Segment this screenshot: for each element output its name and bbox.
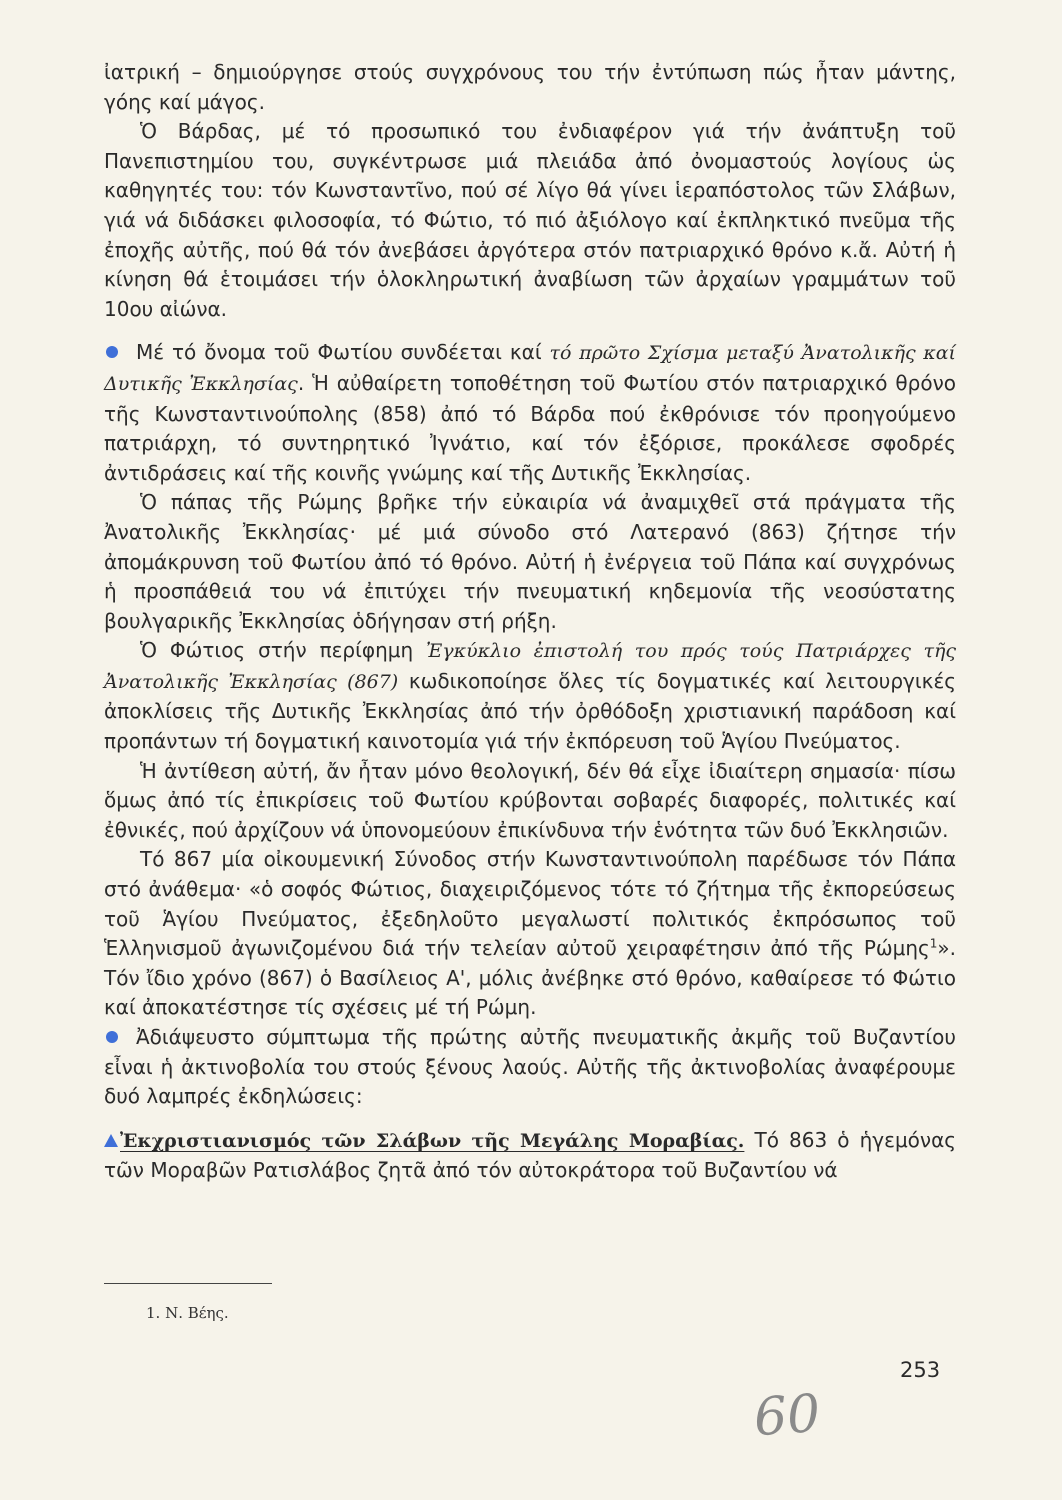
footnote-divider [104,1283,272,1284]
bullet-dot-icon [106,1031,118,1043]
paragraph-bullet [104,338,956,488]
bullet-dot-icon [106,346,118,358]
paragraph [104,636,956,756]
footnote-marker: 1 [929,936,938,951]
text-span: Ἀδιάψευστο σύμπτωμα τῆς πρώτης αὐτῆς πνευματικῆς ἀκμῆς τοῦ Βυζαντίου εἶναι ἡ ἀκτινοβολία του στούς ξένους λαούς. Αὐτῆς τῆς ἀκτινοβολίας ἀναφέρουμε δυό λαμπρές ἐκδηλώσεις: [104,1025,956,1109]
paragraph-bullet [104,1023,956,1112]
text-span: κωδικοποίησε ὅλες τίς δογματικές καί λειτουργικές ἀποκλίσεις τῆς Δυτικῆς Ἐκκλησίας ἀπό τήν ὀρθόδοξη χριστιανική παράδοση καί προπάντων τή δογματική καινοτομία γιά τήν ἐκπόρευση τοῦ Ἁγίου Πνεύματος. [104,668,956,754]
section-heading: Ἐκχριστιανισμός τῶν Σλάβων τῆς Μεγάλης Μοραβίας. [120,1129,745,1152]
triangle-marker-icon [104,1134,118,1147]
paragraph: Ὁ πάπας τῆς Ρώμης βρῆκε τήν εὐκαιρία νά ἀναμιχθεῖ στά πράγματα τῆς Ἀνατολικῆς Ἐκκλησίας· μέ μιά σύνοδο στό Λατερανό (863) ζήτησε τήν ἀπομάκρυνση τοῦ Φωτίου ἀπό τό θρόνο. Αὐτή ἡ ἐνέργεια τοῦ Πάπα καί συγχρόνως ἡ προσπάθειά του νά ἐπιτύχει τήν πνευματική κηδεμονία τῆς νεοσύστατης βουλγαρικῆς Ἐκκλησίας ὁδήγησαν στή ρήξη. [104,490,956,633]
paragraph: ἰατρική – δημιούργησε στούς συγχρόνους του τήν ἐντύπωση πώς ἦταν μάντης, γόης καί μάγος. [104,60,956,114]
footnote: 1. Ν. Βέης. [146,1304,229,1322]
emphasis-span: τό πρῶτο Σχίσμα μεταξύ Ἀνατολικῆς καί Δυτικῆς Ἐκκλησίας [104,342,956,395]
body-text [104,58,956,1186]
text-span: ». Τόν ἴδιο χρόνο (867) ὁ Βασίλειος Α', μόλις ἀνέβηκε στό θρόνο, καθαίρεσε τό Φώτιο καί ἀποκατέστησε τίς σχέσεις μέ τή Ρώμη. [104,936,956,1020]
text-span: Τό 863 ὁ ἡγεμόνας τῶν Μοραβῶν Ρατισλάβος ζητᾶ ἀπό τόν αὐτοκράτορα τοῦ Βυζαντίου νά [104,1127,956,1183]
text-span: Τό 867 μία οἰκουμενική Σύνοδος στήν Κωνσταντινούπολη παρέδωσε τόν Πάπα στό ἀνάθεμα· «ὁ σοφός Φώτιος, διαχειριζόμενος τότε τό ζήτημα τῆς ἐκπορεύσεως τοῦ Ἁγίου Πνεύματος, ἐξεδηλοῦτο μεγαλωστί πολιτικός ἐκπρόσωπος τοῦ Ἑλληνισμοῦ ἀγωνιζομένου διά τήν τελείαν αὐτοῦ χειραφέτησιν ἀπό τῆς Ρώμης [104,847,956,961]
text-span: . Ἡ αὐθαίρετη τοποθέτηση τοῦ Φωτίου στόν πατριαρχικό θρόνο τῆς Κωνσταντινούπολης (858) ἀπό τό Βάρδα πού ἐκθρόνισε τόν προηγούμενο πατριάρχη, τό συντηρητικό Ἰγνάτιο, καί τόν ἐξόρισε, προκάλεσε σφοδρές ἀντιδράσεις καί τῆς κοινῆς γνώμης καί τῆς Δυτικῆς Ἐκκλησίας. [104,370,957,485]
emphasis-span: Ἐγκύκλιο ἐπιστολή του πρός τούς Πατριάρχες τῆς Ἀνατολικῆς Ἐκκλησίας (867) [104,640,956,693]
section-paragraph [104,1126,956,1186]
text-span: Ὁ Φώτιος στήν περίφημη [140,638,427,663]
handwritten-mark: 60 [751,1383,823,1449]
paragraph [104,845,956,1023]
text-span: Μέ τό ὄνομα τοῦ Φωτίου συνδέεται καί [136,340,550,365]
page-number: 253 [900,1358,941,1382]
paragraph: Ὁ Βάρδας, μέ τό προσωπικό του ἐνδιαφέρον γιά τήν ἀνάπτυξη τοῦ Πανεπιστημίου του, συγκέντρωσε μιά πλειάδα ἀπό ὀνομαστούς λογίους ὡς καθηγητές του: τόν Κωνσταντῖνο, πού σέ λίγο θά γίνει ἱεραπόστολος τῶν Σλάβων, γιά νά διδάσκει φιλοσοφία, τό Φώτιο, τό πιό ἀξιόλογο καί ἐκπληκτικό πνεῦμα τῆς ἐποχῆς αὐτῆς, πού θά τόν ἀνεβάσει ἀργότερα στόν πατριαρχικό θρόνο κ.ἄ. Αὐτή ἡ κίνηση θά ἑτοιμάσει τήν ὁλοκληρωτική ἀναβίωση τῶν ἀρχαίων γραμμάτων τοῦ 10ου αἰώνα. [104,119,956,321]
paragraph: Ἡ ἀντίθεση αὐτή, ἄν ἦταν μόνο θεολογική, δέν θά εἶχε ἰδιαίτερη σημασία· πίσω ὅμως ἀπό τίς ἐπικρίσεις τοῦ Φωτίου κρύβονται σοβαρές διαφορές, πολιτικές καί ἐθνικές, πού ἀρχίζουν νά ὑπονομεύουν ἐπικίνδυνα τήν ἑνότητα τῶν δυό Ἐκκλησιῶν. [104,758,956,842]
